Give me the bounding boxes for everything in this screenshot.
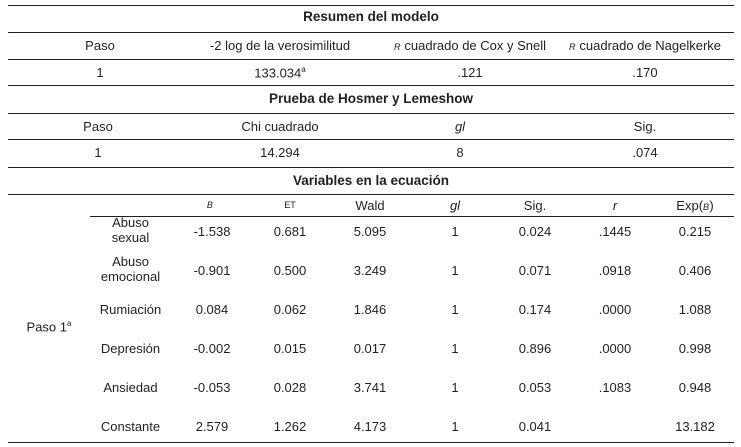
- sig-value: 0.174: [518, 302, 552, 317]
- label-line: emocional: [100, 269, 161, 284]
- hosmer-title: Prueba de Hosmer y Lemeshow: [268, 91, 474, 106]
- header-r: r: [612, 198, 618, 213]
- exp-prefix: Exp(: [676, 198, 704, 213]
- footnote-a: a: [67, 319, 72, 328]
- b-value: -0.901: [193, 263, 231, 278]
- exp-b-symbol: B: [703, 202, 710, 212]
- sig-value: 0.053: [518, 380, 552, 395]
- label-line: Abuso: [112, 215, 149, 230]
- footnote-a: a: [301, 65, 306, 74]
- exp-suffix: ): [709, 198, 714, 213]
- model-cox-value: .121: [457, 65, 483, 80]
- model-loglik-value: [190, 65, 370, 80]
- wald-value: 1.846: [353, 302, 387, 317]
- r-value: .0000: [598, 302, 632, 317]
- r-value: .1445: [598, 224, 632, 239]
- header-chi: Chi cuadrado: [241, 119, 319, 134]
- hosmer-paso-value: 1: [94, 145, 102, 160]
- rule: [8, 85, 734, 86]
- header-nagelkerke: [560, 38, 730, 53]
- gl-value: 1: [451, 263, 459, 278]
- header-et: ET: [284, 200, 296, 210]
- hosmer-gl-value: 8: [456, 145, 464, 160]
- sig-value: 0.896: [518, 341, 552, 356]
- exp-value: 1.088: [678, 302, 712, 317]
- rule: [8, 139, 734, 140]
- wald-value: 0.017: [353, 341, 387, 356]
- header-paso: Paso: [85, 38, 115, 53]
- row-label-constante: Constante: [100, 419, 161, 434]
- header-cox-text: cuadrado de Cox y Snell: [400, 38, 547, 53]
- header-gl: gl: [454, 119, 466, 134]
- et-value: 0.015: [273, 341, 307, 356]
- b-value: -0.002: [193, 341, 231, 356]
- r-symbol: R: [393, 42, 401, 52]
- loglik-number: 133.034: [254, 65, 302, 81]
- b-value: 0.084: [195, 302, 229, 317]
- exp-value: 0.406: [678, 263, 712, 278]
- gl-value: 1: [451, 380, 459, 395]
- header-loglik: -2 log de la verosimilitud: [209, 38, 351, 53]
- exp-value: 0.215: [678, 224, 712, 239]
- r-value: .0000: [598, 341, 632, 356]
- et-value: 0.500: [273, 263, 307, 278]
- model-paso-value: 1: [96, 65, 104, 80]
- row-label-abuso-sexual: [88, 215, 173, 245]
- et-value: 0.062: [273, 302, 307, 317]
- wald-value: 3.249: [353, 263, 387, 278]
- sig-value: 0.024: [518, 224, 552, 239]
- header-cox-snell: [380, 38, 560, 53]
- header-nag-text: cuadrado de Nagelkerke: [575, 38, 722, 53]
- rule-top: [8, 5, 734, 6]
- rule: [8, 113, 734, 114]
- rule: [8, 167, 734, 168]
- b-value: -1.538: [193, 224, 231, 239]
- gl-value: 1: [451, 224, 459, 239]
- et-value: 0.681: [273, 224, 307, 239]
- header-sig: Sig.: [633, 119, 657, 134]
- et-value: 0.028: [273, 380, 307, 395]
- label-line: sexual: [111, 230, 150, 245]
- header-exp-b: [655, 198, 735, 213]
- r-value: .1083: [598, 380, 632, 395]
- row-label-ansiedad: Ansiedad: [103, 380, 158, 395]
- paso-1a-label: [18, 319, 80, 334]
- sig-value: 0.071: [518, 263, 552, 278]
- header-sig: Sig.: [523, 198, 547, 213]
- header-wald: Wald: [355, 198, 385, 213]
- paso-text: Paso 1: [26, 319, 68, 335]
- r-symbol: R: [568, 42, 576, 52]
- header-paso: Paso: [83, 119, 113, 134]
- rule: [90, 216, 734, 217]
- exp-value: 0.948: [678, 380, 712, 395]
- rule: [8, 32, 734, 33]
- et-value: 1.262: [273, 419, 307, 434]
- wald-value: 3.741: [353, 380, 387, 395]
- wald-value: 5.095: [353, 224, 387, 239]
- row-label-depresion: Depresión: [100, 341, 161, 356]
- b-value: 2.579: [195, 419, 229, 434]
- gl-value: 1: [451, 419, 459, 434]
- gl-value: 1: [451, 302, 459, 317]
- hosmer-sig-value: .074: [632, 145, 658, 160]
- variables-title: Variables en la ecuación: [292, 173, 450, 188]
- sig-value: 0.041: [518, 419, 552, 434]
- model-summary-title: Resumen del modelo: [303, 9, 439, 24]
- rule: [8, 59, 734, 60]
- header-gl: gl: [449, 198, 461, 213]
- rule: [8, 194, 734, 195]
- exp-value: 0.998: [678, 341, 712, 356]
- wald-value: 4.173: [353, 419, 387, 434]
- row-label-abuso-emocional: [88, 254, 173, 284]
- hosmer-chi-value: 14.294: [260, 145, 300, 160]
- b-value: -0.053: [193, 380, 231, 395]
- gl-value: 1: [451, 341, 459, 356]
- label-line: Abuso: [112, 254, 149, 269]
- header-b: B: [206, 200, 214, 210]
- r-value: .0918: [598, 263, 632, 278]
- row-label-rumiacion: Rumiación: [99, 302, 162, 317]
- model-nag-value: .170: [632, 65, 658, 80]
- rule-bottom: [8, 442, 734, 443]
- exp-value: 13.182: [675, 419, 715, 434]
